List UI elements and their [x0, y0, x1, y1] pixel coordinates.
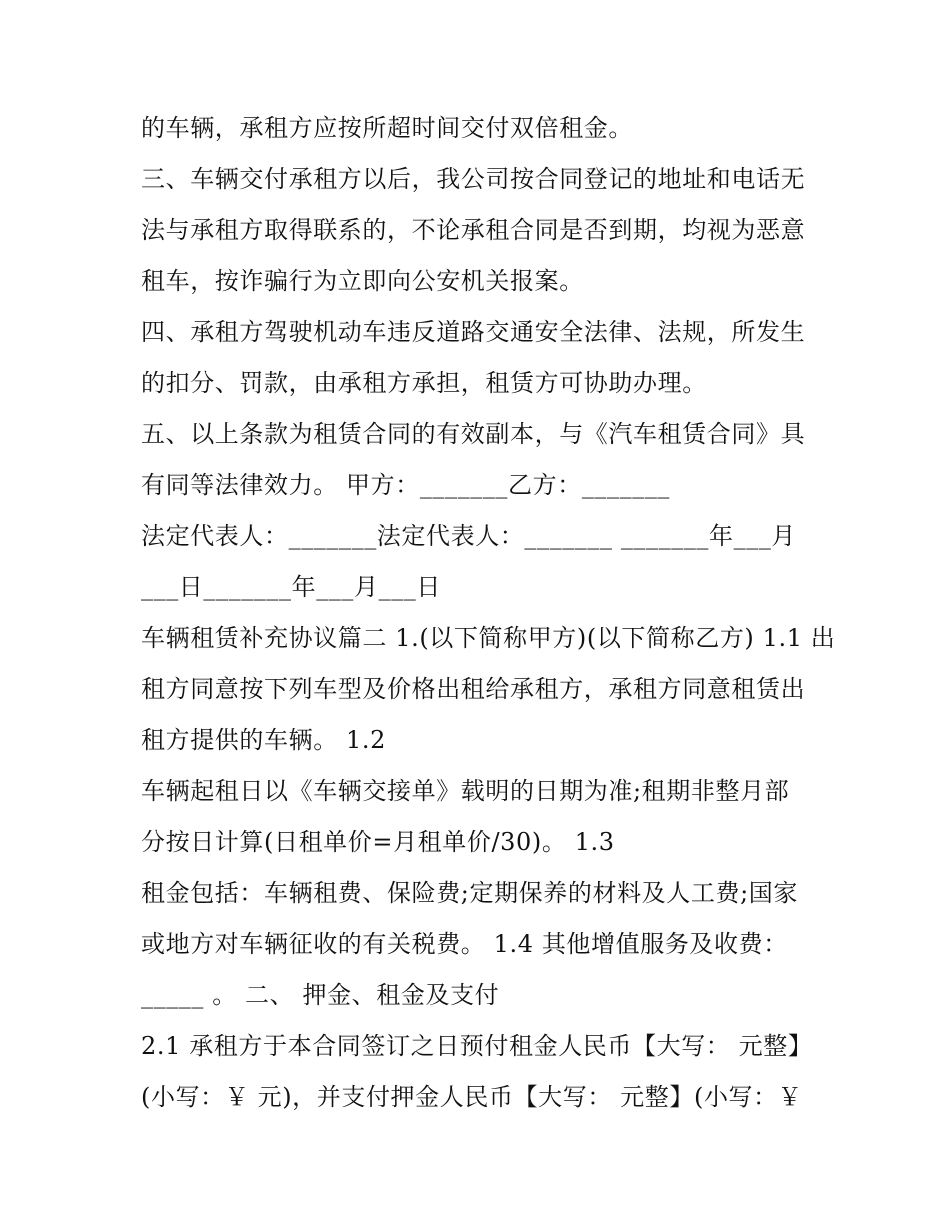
text-line: 分按日计算(日租单价=月租单价/30)。 1.3: [141, 828, 615, 856]
text-line: (小写：￥ 元)，并支付押金人民币【大写： 元整】(小写：￥: [141, 1083, 803, 1111]
text-line: 的车辆，承租方应按所超时间交付双倍租金。: [141, 114, 633, 142]
text-line: 租车，按诈骗行为立即向公安机关报案。: [141, 267, 584, 295]
text-line: 租方同意按下列车型及价格出租给承租方，承租方同意租赁出: [141, 675, 806, 703]
text-line: 五、以上条款为租赁合同的有效副本，与《汽车租赁合同》具: [141, 420, 806, 448]
text-line: 租金包括：车辆租费、保险费;定期保养的材料及人工费;国家: [141, 879, 798, 907]
signature-line: 法定代表人：_______法定代表人：_______ _______年___月: [141, 522, 797, 550]
text-line: 车辆起租日以《车辆交接单》载明的日期为准;租期非整月部: [141, 777, 790, 805]
text-line: 车辆租赁补充协议篇二 1.(以下简称甲方)(以下简称乙方) 1.1 出: [141, 624, 836, 652]
text-line: 的扣分、罚款，由承租方承担，租赁方可协助办理。: [141, 369, 707, 397]
date-line: ___日_______年___月___日: [141, 573, 441, 601]
signature-line: 有同等法律效力。 甲方：_______乙方：_______: [141, 471, 671, 499]
text-line: 租方提供的车辆。 1.2: [141, 726, 386, 754]
text-line: 四、承租方驾驶机动车违反道路交通安全法律、法规，所发生: [141, 318, 806, 346]
text-line: 法与承租方取得联系的，不论承租合同是否到期，均视为恶意: [141, 216, 806, 244]
section-heading-line: _____ 。 二、 押金、租金及支付: [141, 981, 500, 1009]
text-line: 三、车辆交付承租方以后，我公司按合同登记的地址和电话无: [141, 165, 806, 193]
text-line: 或地方对车辆征收的有关税费。 1.4 其他增值服务及收费：: [141, 930, 788, 958]
text-line: 2.1 承租方于本合同签订之日预付租金人民币【大写： 元整】: [141, 1032, 813, 1060]
